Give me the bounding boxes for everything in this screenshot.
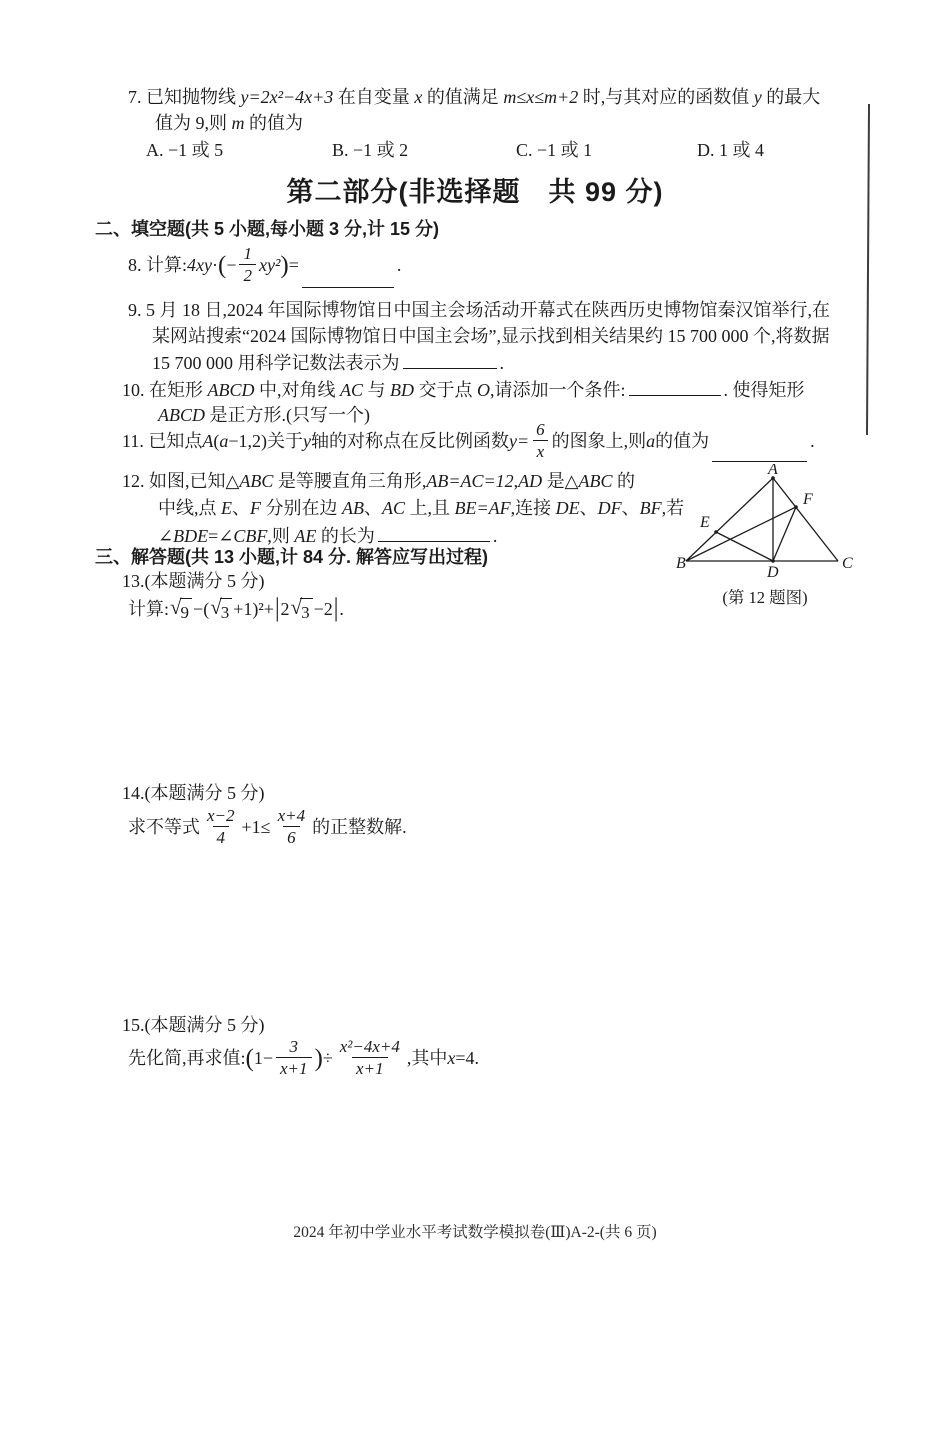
text-run: = [288, 255, 299, 275]
text-run: 是△ [542, 471, 579, 491]
math-run: a [646, 431, 656, 451]
question-9-line-2: 某网站搜索“2024 国际博物馆日中国主会场”,显示找到相关结果约 15 700 000 个,将数据 [152, 326, 830, 346]
text-run: 8. 计算: [128, 255, 188, 275]
text-run: 、 [579, 498, 598, 518]
text-run: | [274, 593, 280, 622]
question-14-header: 14.(本题满分 5 分) [122, 783, 265, 803]
part2-title: 第二部分(非选择题 共 99 分) [286, 177, 664, 207]
answer-blank[interactable] [403, 349, 497, 369]
question-9-line-1: 9. 5 月 18 日,2024 年国际博物馆日中国主会场活动开幕式在陕西历史博物馆秦汉馆举行,在 [128, 300, 830, 320]
text-run: 值为 9,则 [155, 113, 232, 133]
text-run: 、 [621, 498, 640, 518]
square-root: √ 3 [210, 598, 232, 626]
text-run: , [513, 471, 519, 491]
text-run: +1)²+ [233, 599, 274, 619]
question-7-line-2 [155, 110, 303, 136]
math-run: E [221, 498, 232, 518]
question-7-line-1 [128, 84, 820, 110]
text-run: −2 [313, 599, 333, 619]
square-root: √ 3 [291, 598, 313, 626]
math-run: ABC [578, 471, 613, 491]
section-2-header: 二、填空题(共 5 小题,每小题 3 分,计 15 分) [95, 219, 440, 239]
math-run: F [250, 498, 261, 518]
text-run: 11. 已知点 [122, 431, 203, 451]
math-run: y= [509, 431, 530, 451]
math-run: DE [555, 498, 580, 518]
fraction: $\frac{3}{x+1}$ [276, 1038, 312, 1078]
text-run: ÷ [322, 1048, 333, 1068]
math-run: xy² [258, 255, 281, 275]
text-run: 15 700 000 用科学记数法表示为 [152, 352, 400, 373]
text-run: ) [314, 1044, 323, 1072]
answer-blank[interactable] [378, 522, 490, 542]
text-run: 是正方形.(只写一个) [205, 405, 370, 425]
text-run: −1,2) [228, 431, 267, 451]
text-run: ( [213, 431, 220, 451]
label-C: C [842, 555, 853, 572]
label-A: A [768, 464, 778, 478]
text-run: 分别在边 [261, 498, 342, 518]
text-run: ,则 [267, 525, 295, 546]
text-run: 交于点 [414, 379, 478, 400]
text-run: 的 [612, 471, 635, 491]
math-run: ABCD [158, 405, 205, 425]
segment-DF [773, 507, 796, 561]
option-b: B. −1 或 2 [332, 140, 409, 160]
text-run: 的值为 [655, 431, 710, 451]
text-run: 时,与其对应的函数值 [578, 87, 754, 107]
text-run: 的值为 [244, 113, 303, 133]
math-run: y=2x²−4x+3 [240, 87, 334, 107]
text-run: 求不等式 [128, 817, 200, 837]
text-run: 的最大 [761, 87, 821, 107]
math-run: AE [294, 525, 317, 546]
square-root: √ 9 [170, 598, 192, 626]
option-d: D. 1 或 4 [697, 140, 764, 160]
math-run: y [303, 431, 311, 451]
text-run: . [810, 431, 815, 451]
text-run: 7. 已知抛物线 [128, 87, 241, 107]
math-run: BE=AF [454, 498, 511, 518]
fraction: $\frac{1}{2}$ [239, 245, 256, 285]
text-run: . [492, 525, 498, 546]
text-run: =∠ [208, 525, 234, 546]
text-run: −( [193, 599, 210, 619]
text-run: . 使得矩形 [723, 379, 805, 400]
label-D: D [767, 564, 779, 579]
text-run: +1≤ [241, 817, 271, 837]
vertex-E-dot [714, 530, 718, 534]
text-run: ,若 [661, 498, 685, 518]
math-run: x [414, 87, 423, 107]
fraction: $\frac{x-2}{4}$ [207, 806, 235, 847]
math-run: DF [597, 498, 622, 518]
math-run: ABC [239, 471, 274, 491]
question-8-line [128, 242, 401, 288]
text-run: ,请添加一个条件: [490, 379, 626, 400]
text-run: 先化简,再求值: [128, 1048, 246, 1068]
text-run: 轴的对称点在反比例函数 [311, 431, 509, 451]
option-c: C. −1 或 1 [516, 140, 593, 160]
math-run: CBF [233, 525, 268, 546]
math-run: AB [342, 498, 364, 518]
text-run: 的正整数解. [312, 817, 407, 837]
text-run: ,其中 [406, 1048, 448, 1068]
text-run: 、 [364, 498, 382, 518]
text-run: 10. 在矩形 [122, 379, 208, 400]
option-a: A. −1 或 5 [146, 140, 224, 160]
answer-blank[interactable] [712, 442, 807, 462]
text-run: 、 [232, 498, 250, 518]
question-9-line-3 [152, 349, 504, 376]
text-run: . [339, 599, 344, 619]
figure-caption: (第 12 题图) [722, 588, 808, 607]
text-run: 与 [363, 379, 391, 400]
text-run: 1− [253, 1048, 273, 1068]
fraction: $\frac{x+4}{6}$ [277, 806, 306, 847]
math-run: m [231, 113, 245, 133]
question-11-line [122, 420, 815, 462]
question-10-line-1 [122, 376, 805, 403]
text-run: . [499, 352, 504, 373]
math-run: a [219, 431, 229, 451]
question-13-expression [128, 593, 344, 626]
math-run: BF [639, 498, 662, 518]
math-run: ABCD [207, 379, 255, 400]
question-14-expression [128, 804, 407, 850]
text-run: 12. 如图,已知△ [122, 471, 240, 491]
text-run: ( [218, 251, 227, 279]
segment-ED [716, 532, 773, 561]
figure-question-12 [676, 464, 854, 579]
text-run: 在自变量 [333, 87, 415, 107]
text-run: 上,且 [405, 498, 455, 518]
text-run: 的值满足 [422, 87, 504, 107]
question-15-header: 15.(本题满分 5 分) [122, 1015, 265, 1035]
math-run: BD [390, 379, 415, 400]
text-run: − [226, 255, 237, 275]
label-B: B [676, 555, 686, 572]
section-3-header: 三、解答题(共 13 小题,计 84 分. 解答应写出过程) [95, 547, 489, 567]
math-run: AB=AC=12 [426, 471, 514, 491]
answer-blank[interactable] [629, 376, 721, 396]
text-run: ,连接 [510, 498, 556, 518]
text-run: · [212, 255, 218, 275]
math-run: AD [518, 471, 543, 491]
text-run: =4. [455, 1048, 480, 1068]
math-run: A [202, 431, 214, 451]
question-13-header: 13.(本题满分 5 分) [122, 571, 265, 591]
text-run: . [396, 255, 402, 275]
text-run: 关于 [267, 431, 303, 451]
vertex-D-dot [771, 559, 775, 563]
text-run: 中线,点 [158, 498, 221, 518]
math-run: O [477, 379, 491, 400]
question-7-options [146, 137, 764, 163]
fraction: $\frac{\text{x²−4x+4}}{x+1}$ [339, 1037, 400, 1078]
math-run: x [447, 1048, 456, 1068]
question-12-line-1 [122, 468, 635, 494]
text-run: 的长为 [316, 525, 375, 546]
question-15-expression [128, 1032, 479, 1084]
fraction: $\frac{6}{x}$ [532, 421, 549, 461]
math-run: AC [340, 379, 364, 400]
answer-blank[interactable] [302, 268, 394, 288]
page-footer: 2024 年初中学业水平考试数学模拟卷(Ⅲ)A-2-(共 6 页) [293, 1224, 657, 1241]
text-run: ) [280, 251, 289, 279]
text-run: 2 [280, 599, 290, 619]
triangle-diagram [676, 464, 854, 579]
text-run: | [333, 593, 339, 622]
scan-border-line [866, 104, 870, 435]
text-run: 的图象上,则 [551, 431, 647, 451]
text-run: ( [245, 1044, 254, 1072]
text-run: 计算: [128, 599, 170, 619]
text-run: 是等腰直角三角形, [273, 471, 427, 491]
math-run: m≤x≤m+2 [503, 87, 579, 107]
text-run: ∠ [158, 525, 174, 546]
math-run: AC [382, 498, 406, 518]
math-run: y [753, 87, 762, 107]
text-run: 中,对角线 [254, 379, 340, 400]
math-run: BDE [173, 525, 209, 546]
vertex-F-dot [794, 505, 798, 509]
question-12-line-2 [158, 495, 684, 521]
math-run: 4xy [187, 255, 212, 275]
label-F: F [803, 491, 813, 508]
label-E: E [700, 514, 710, 531]
